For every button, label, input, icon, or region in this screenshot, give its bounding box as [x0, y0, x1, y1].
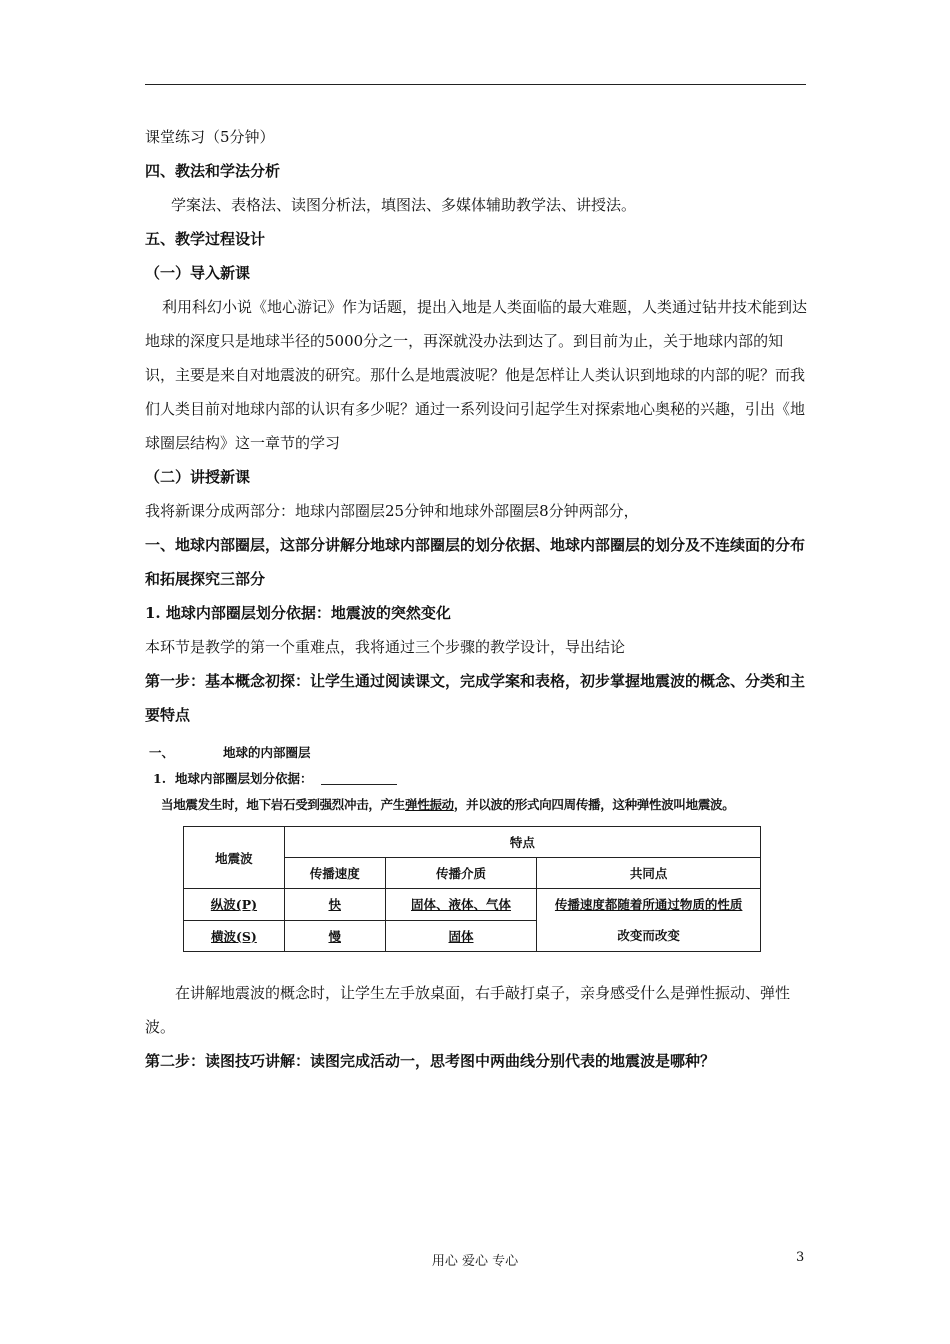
row-p-medium-text: 固体、液体、气体 — [411, 897, 512, 913]
header-common: 共同点 — [537, 858, 761, 889]
header-medium: 传播介质 — [385, 858, 537, 889]
footer-motto: 用心 爱心 专心 — [431, 1254, 519, 1269]
table-row — [184, 889, 761, 921]
page-content — [145, 120, 810, 1078]
worksheet-heading — [145, 740, 810, 766]
point-1-heading: 1. 地球内部圈层划分依据：地震波的突然变化 — [145, 604, 451, 622]
common-cell — [537, 889, 761, 952]
row-s-name-text: 横波(S) — [210, 928, 257, 944]
worksheet-heading-text: 地球的内部圈层 — [223, 745, 311, 760]
row-p-speed-text: 快 — [328, 897, 341, 913]
plan-text: 我将新课分成两部分：地球内部圈层25分钟和地球外部圈层8分钟两部分， — [145, 502, 639, 520]
part-1-heading: 一、地球内部圈层，这部分讲解分地球内部圈层的划分依据、地球内部圈层的划分及不连续面的分布和拓展探究三部分 — [145, 536, 806, 588]
row-s-speed — [284, 920, 385, 952]
fill-blank[interactable] — [321, 770, 397, 785]
worksheet-item-num: 1. — [153, 771, 167, 786]
row-s-speed-text: 慢 — [328, 928, 341, 944]
row-s-name — [184, 920, 285, 952]
common-line-1: 传播速度都随着所通过物质的性质 — [554, 897, 743, 912]
row-p-name-text: 纵波(P) — [210, 897, 258, 913]
header-speed: 传播速度 — [284, 858, 385, 889]
intro-paragraph: 利用科幻小说《地心游记》作为话题，提出入地是人类面临的最大难题，人类通过钻井技术能到达地球的深度只是地球半径的5000分之一，再深就没办法到达了。到目前为止，关于地球内部的知识，主要是来自对地震波的研究。那什么是地震波呢？他是怎样让人类认识到地球的内部的呢？而我们人类目前对地球内部的认识有多少呢？通过一系列设问引起学生对探索地心奥秘的兴趣，引出《地球圈层结构》这一章节的学习 — [145, 298, 808, 452]
header-rule — [145, 84, 806, 85]
step-1-text: 第一步：基本概念初探：让学生通过阅读课文，完成学案和表格，初步掌握地震波的概念、分类和主要特点 — [145, 672, 806, 724]
subsection-teach-heading: （二）讲授新课 — [145, 468, 251, 486]
row-p-medium — [385, 889, 537, 921]
methods-text: 学案法、表格法、读图分析法，填图法、多媒体辅助教学法、讲授法。 — [171, 196, 637, 214]
point-1-text: 本环节是教学的第一个重难点，我将通过三个步骤的教学设计，导出结论 — [145, 638, 626, 656]
common-line-2: 改变而改变 — [617, 928, 680, 943]
seismic-wave-table — [183, 826, 761, 952]
row-s-medium-text: 固体 — [448, 928, 474, 944]
worksheet-heading-num: 一、 — [149, 745, 175, 760]
section-4-heading: 四、教法和学法分析 — [145, 162, 281, 180]
row-s-medium — [385, 920, 537, 952]
demo-paragraph: 在讲解地震波的概念时，让学生左手放桌面，右手敲打桌子，亲身感受什么是弹性振动、弹性波。 — [145, 984, 791, 1036]
table-group-header: 特点 — [284, 827, 760, 858]
definition-term: 弹性振动 — [405, 797, 454, 812]
section-5-heading: 五、教学过程设计 — [145, 230, 266, 248]
subsection-intro-heading: （一）导入新课 — [145, 264, 251, 282]
worksheet-item — [145, 766, 810, 792]
practice-line: 课堂练习（5分钟） — [145, 128, 275, 146]
seismic-wave-definition — [161, 792, 810, 818]
page-number: 3 — [796, 1250, 805, 1265]
row-p-name — [184, 889, 285, 921]
definition-part-1: 当地震发生时，地下岩石受到强烈冲击，产生 — [161, 797, 406, 812]
step-2-text: 第二步：读图技巧讲解：读图完成活动一，思考图中两曲线分别代表的地震波是哪种？ — [145, 1052, 716, 1070]
worksheet-item-text: 地球内部圈层划分依据： — [175, 771, 313, 786]
definition-part-2: ，并以波的形式向四周传播，这种弹性波叫地震波。 — [453, 797, 735, 812]
row-p-speed — [284, 889, 385, 921]
table-corner: 地震波 — [184, 827, 285, 889]
